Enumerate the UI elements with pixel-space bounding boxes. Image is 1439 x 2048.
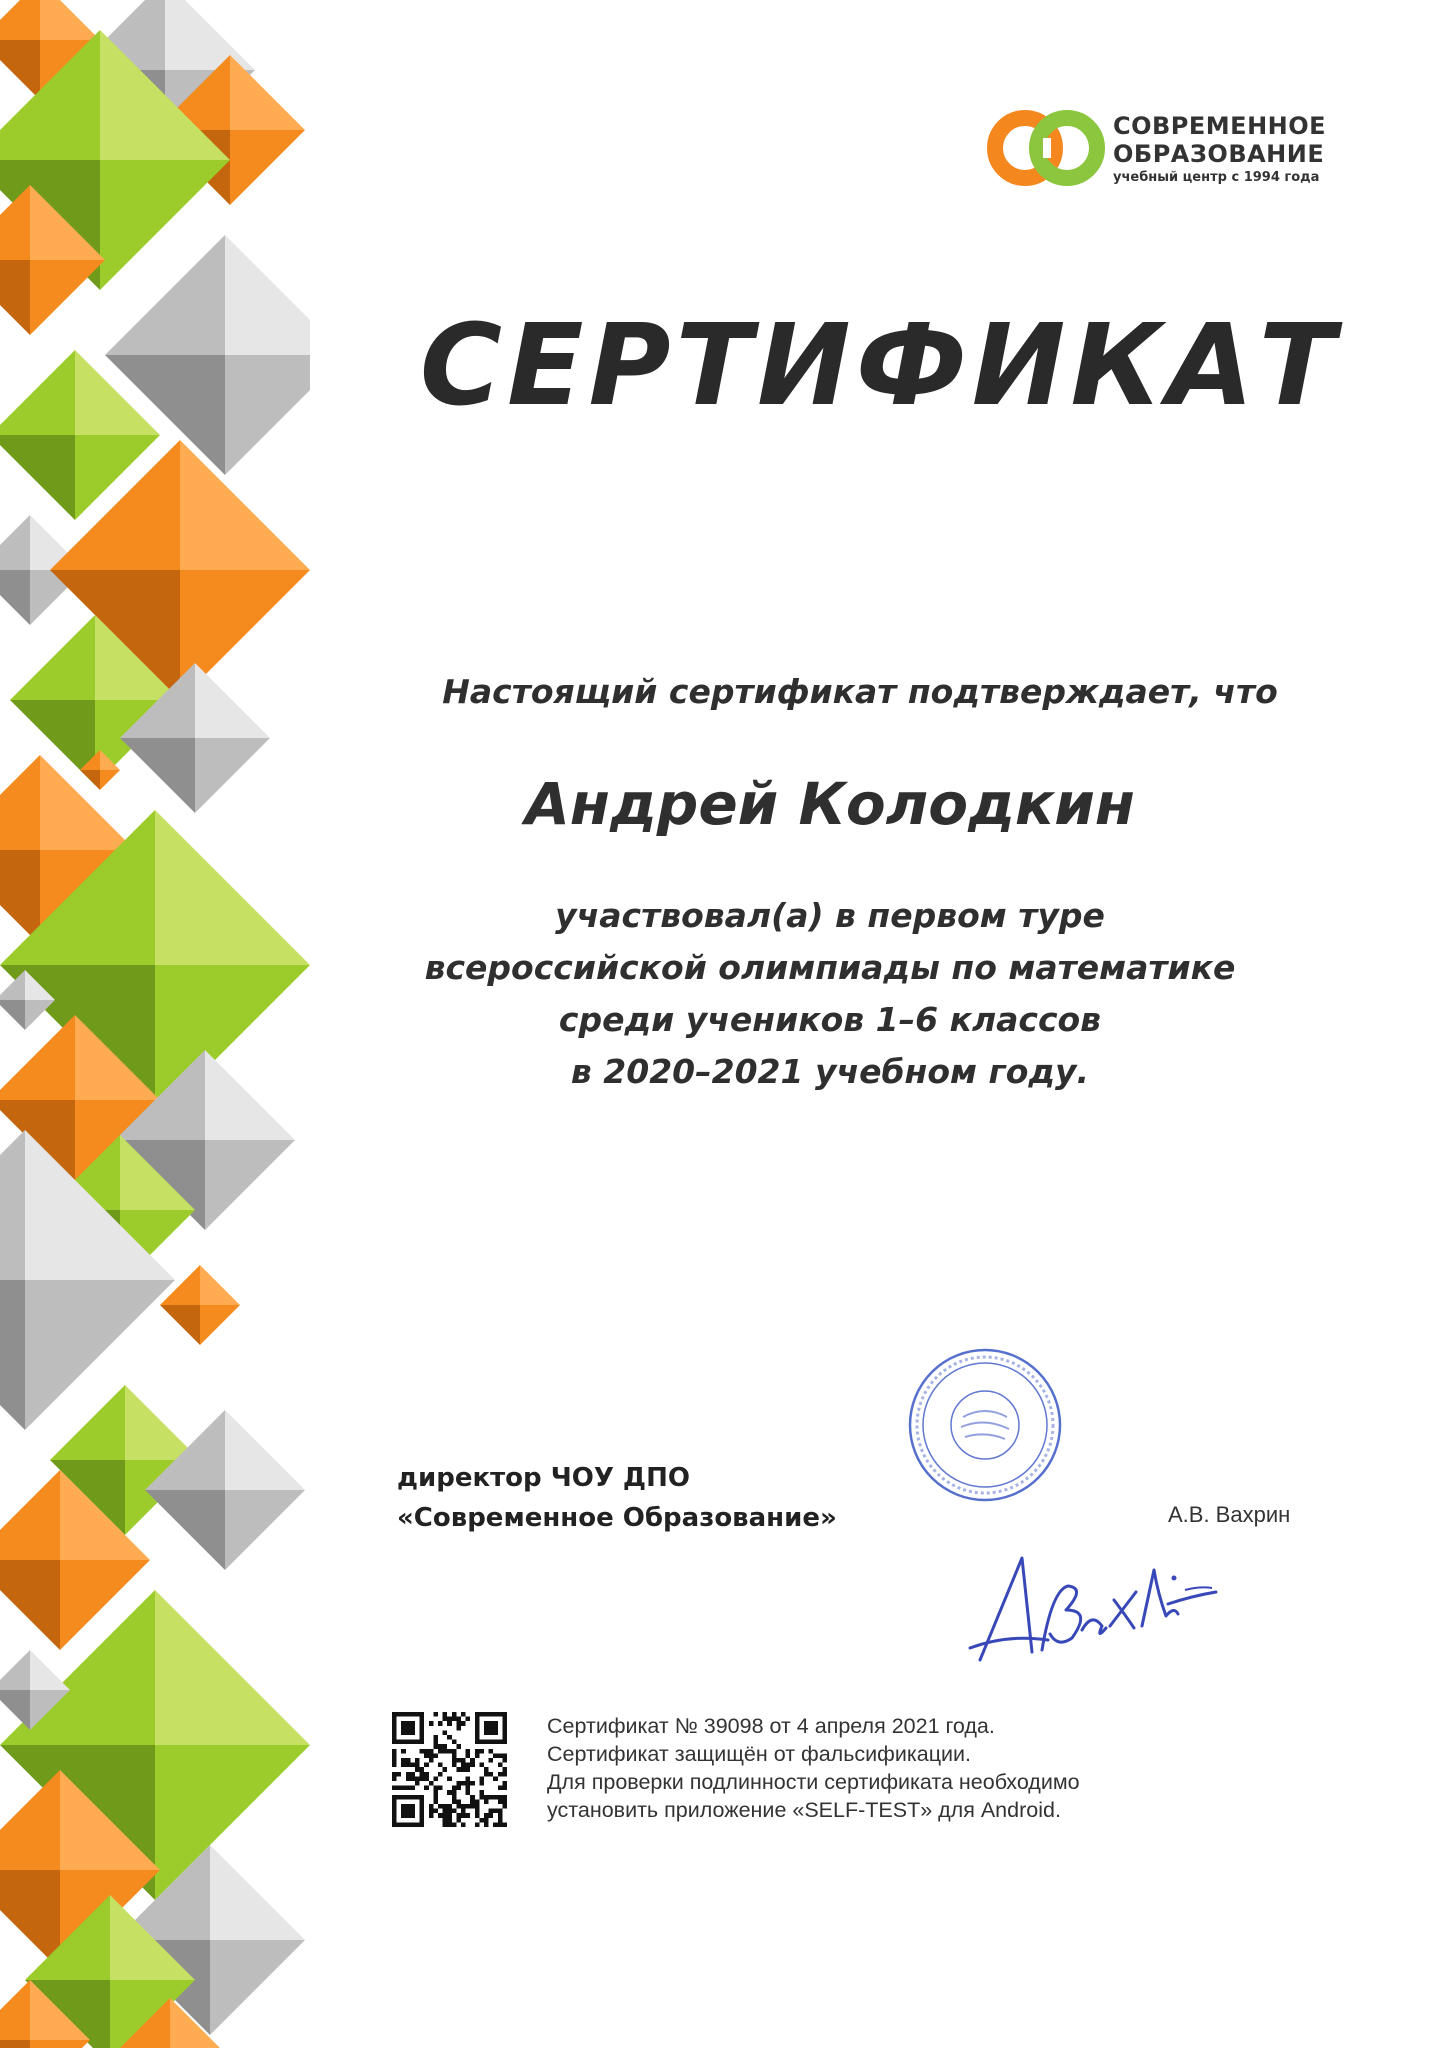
logo-text-line1: СОВРЕМЕННОЕ [1113, 112, 1327, 140]
director-title [397, 1458, 837, 1538]
description-line: в 2020–2021 учебном году. [570, 1052, 1090, 1091]
verification-line: Сертификат № 39098 от 4 апреля 2021 года. [547, 1714, 995, 1738]
signer-name: А.В. Вахрин [1168, 1502, 1291, 1527]
verification-line: Сертификат защищён от фальсификации. [547, 1742, 972, 1766]
logo-mark-icon [985, 108, 1105, 188]
description-line: участвовал(а) в первом туре [555, 896, 1105, 935]
official-stamp [905, 1345, 1065, 1505]
description-line: всероссийской олимпиады по математике [424, 948, 1236, 987]
recipient-name: Андрей Колодкин [525, 770, 1135, 838]
logo-text-line2: ОБРАЗОВАНИЕ [1113, 140, 1325, 168]
director-line: директор ЧОУ ДПО [397, 1463, 690, 1493]
verification-line: установить приложение «SELF-TEST» для Android. [547, 1798, 1061, 1822]
confirm-text: Настоящий сертификат подтверждает, что [442, 672, 1278, 711]
description-line: среди учеников 1–6 классов [558, 1000, 1102, 1039]
decorative-diamond-pattern [0, 0, 310, 2048]
verification-info [547, 1712, 1080, 1824]
certificate-title: СЕРТИФИКАТ [419, 301, 1341, 431]
verification-line: Для проверки подлинности сертификата необходимо [547, 1770, 1080, 1794]
qr-code [392, 1712, 507, 1827]
achievement-description [330, 890, 1330, 1098]
logo [985, 108, 1340, 188]
logo-tagline: учебный центр с 1994 года [1113, 170, 1320, 185]
handwritten-signature [960, 1530, 1220, 1670]
director-organization: «Современное Образование» [397, 1503, 837, 1533]
